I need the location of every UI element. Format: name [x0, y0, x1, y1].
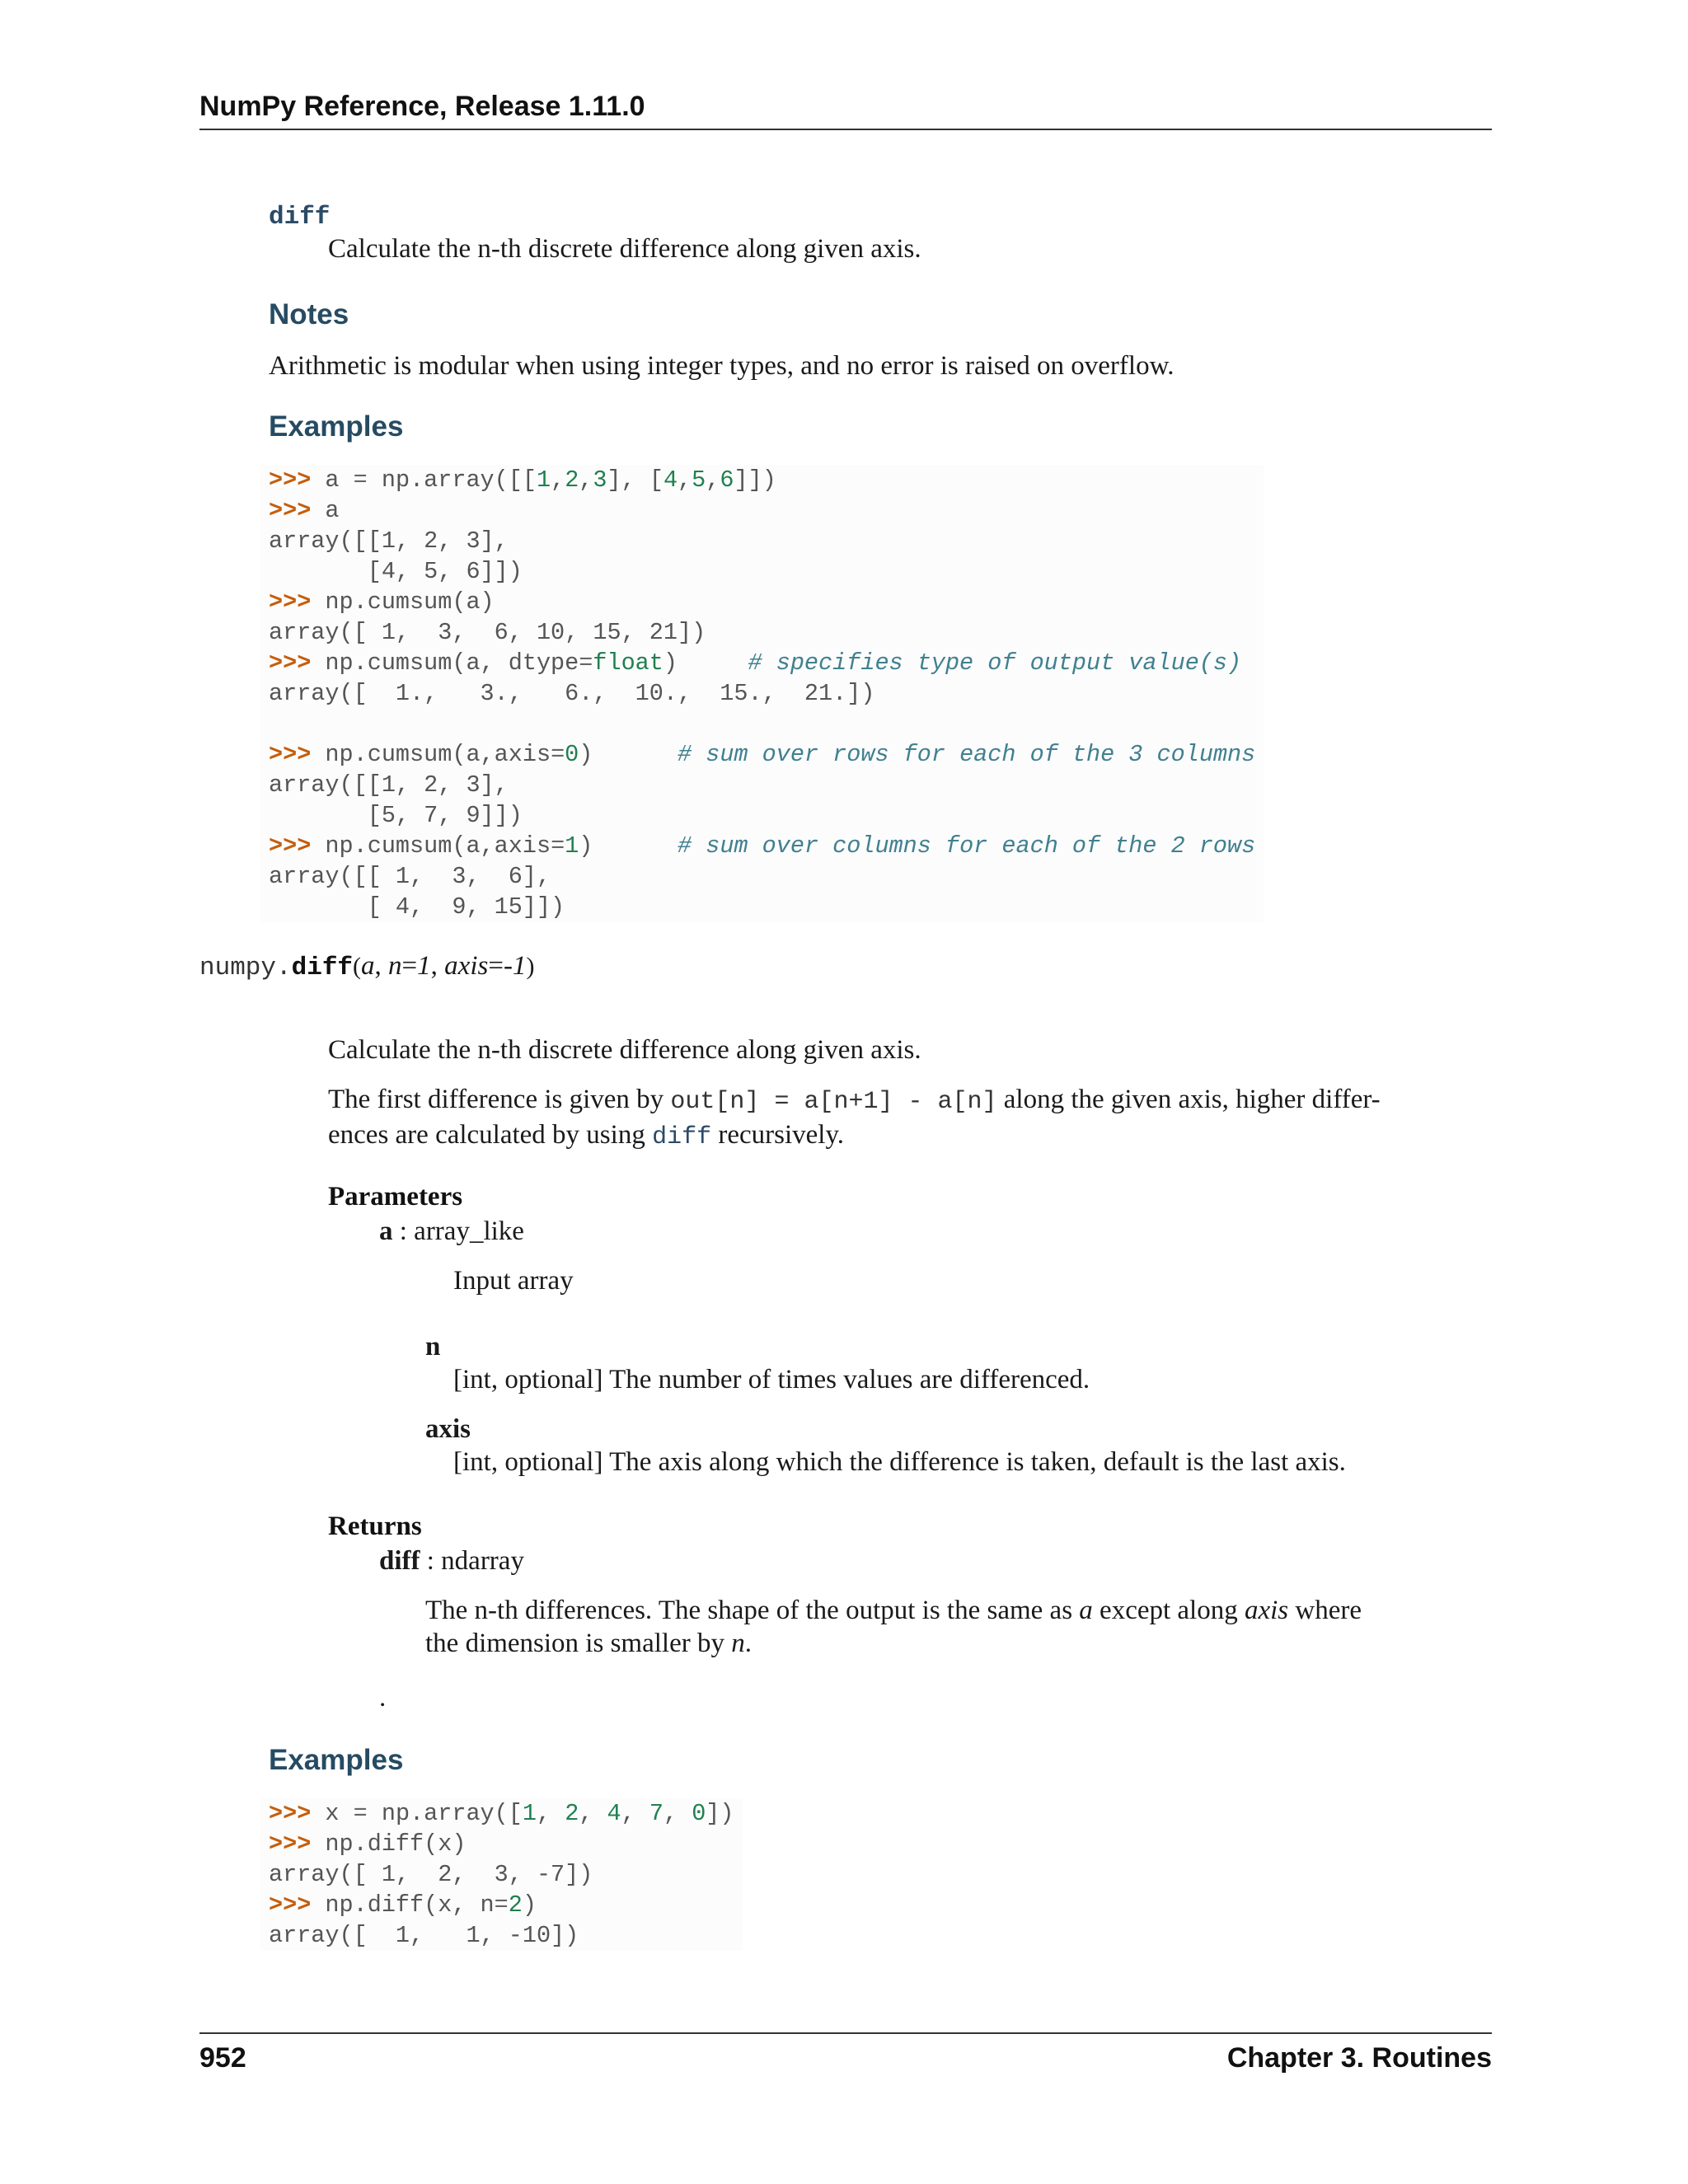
prompt: >>> [269, 1830, 312, 1858]
code-text: ) [579, 741, 678, 768]
code-text: np.array([[ [367, 466, 537, 494]
code-line [269, 1891, 537, 1919]
code-line [269, 741, 1255, 768]
param-a-type: : array_like [392, 1216, 524, 1246]
code-output: array([ 1., 3., 6., 10., 15., 21.]) [269, 680, 875, 707]
code-builtin: float [593, 649, 663, 677]
return-name: diff [379, 1546, 420, 1576]
code-number: 2 [565, 1800, 579, 1827]
param-a [379, 1215, 524, 1248]
param-n-description: [int, optional] The number of times values are differenced. [453, 1365, 1090, 1394]
code-line [269, 832, 1255, 860]
code-number: 4 [663, 466, 678, 494]
detail-text: recursively. [711, 1120, 845, 1150]
code-line [269, 649, 1241, 677]
code-operator: = [551, 832, 565, 860]
code-comment: # specifies type of output value(s) [748, 649, 1242, 677]
function-detail [328, 1083, 1449, 1154]
detail-text: The first difference is given by [328, 1085, 671, 1114]
prompt: >>> [269, 588, 312, 616]
signature-module: numpy. [199, 954, 292, 982]
header-rule [199, 129, 1492, 130]
code-output: array([[1, 2, 3], [269, 771, 509, 799]
code-number: 1 [536, 466, 551, 494]
examples-heading-diff: Examples [269, 1744, 404, 1776]
prompt: >>> [269, 1891, 312, 1919]
detail-text: along the given axis, higher differ- [996, 1085, 1381, 1114]
return-text: except along [1092, 1596, 1245, 1625]
code-text: np.cumsum(a,axis [311, 832, 551, 860]
return-description [425, 1594, 1464, 1660]
signature-close-paren: ) [526, 953, 535, 980]
signature-param-n: n [388, 951, 402, 981]
return-trailing-dot: . [379, 1683, 387, 1713]
inline-code-formula: out[n] = a[n+1] - a[n] [670, 1088, 997, 1116]
returns-title: Returns [328, 1511, 422, 1541]
code-operator: = [579, 649, 593, 677]
code-output: array([[ 1, 3, 6], [269, 863, 551, 890]
code-text: ], [ [607, 466, 663, 494]
code-text: , [579, 466, 593, 494]
code-text: , [621, 1800, 649, 1827]
code-line [269, 466, 776, 494]
code-number: 2 [565, 466, 579, 494]
code-number: 2 [508, 1891, 523, 1919]
running-header: NumPy Reference, Release 1.11.0 [199, 91, 645, 122]
code-text: np.array([ [367, 1800, 523, 1827]
chapter-title: Chapter 3. Routines [1226, 2042, 1492, 2074]
diff-link[interactable]: diff [652, 1123, 712, 1151]
code-operator: = [353, 466, 368, 494]
return-type: : ndarray [420, 1546, 524, 1576]
param-axis-name: axis [425, 1414, 471, 1444]
code-text: np.diff(x) [311, 1830, 467, 1858]
return-text: The n-th differences. The shape of the output is the same as [425, 1596, 1080, 1625]
code-line [269, 1830, 466, 1858]
code-operator: = [494, 1891, 509, 1919]
code-text: a [311, 466, 354, 494]
code-number: 1 [565, 832, 579, 860]
param-a-description: Input array [453, 1266, 574, 1296]
examples-heading-cumsum: Examples [269, 410, 404, 443]
code-number: 0 [692, 1800, 706, 1827]
detail-text: ences are calculated by using [328, 1120, 653, 1150]
code-text: , [536, 1800, 565, 1827]
code-text: a [311, 497, 340, 524]
notes-heading: Notes [269, 298, 349, 330]
code-output: array([ 1, 2, 3, -7]) [269, 1861, 593, 1888]
code-number: 6 [720, 466, 734, 494]
code-block-cumsum [260, 465, 1264, 922]
code-comment: # sum over rows for each of the 3 columns [678, 741, 1256, 768]
code-text: ]]) [734, 466, 776, 494]
code-output: array([ 1, 3, 6, 10, 15, 21]) [269, 619, 706, 646]
code-text: , [663, 1800, 692, 1827]
notes-text: Arithmetic is modular when using integer types, and no error is raised on overflow. [269, 351, 1175, 381]
return-italic-n: n [731, 1629, 745, 1658]
code-operator: = [353, 1800, 368, 1827]
code-text: , [551, 466, 565, 494]
return-text: the dimension is smaller by [425, 1629, 732, 1658]
parameters-title: Parameters [328, 1182, 463, 1212]
code-output: [4, 5, 6]]) [269, 558, 523, 585]
code-text: np.cumsum(a, dtype [311, 649, 579, 677]
return-italic-a: a [1079, 1596, 1093, 1625]
code-number: 0 [565, 741, 579, 768]
return-italic-axis: axis [1244, 1596, 1289, 1625]
return-text: . [744, 1629, 752, 1658]
code-block-diff [260, 1798, 743, 1951]
code-text: , [678, 466, 692, 494]
code-text: ) [579, 832, 678, 860]
signature-function-name: diff [291, 954, 354, 982]
code-output: [ 4, 9, 15]]) [269, 893, 565, 921]
page-number: 952 [199, 2042, 246, 2074]
code-text: np.cumsum(a) [311, 588, 495, 616]
code-text: np.diff(x, n [311, 1891, 495, 1919]
return-text: where [1288, 1596, 1362, 1625]
code-text: np.cumsum(a,axis [311, 741, 551, 768]
code-output: [5, 7, 9]]) [269, 802, 523, 829]
code-text: ]) [706, 1800, 734, 1827]
code-number: 3 [593, 466, 607, 494]
prompt: >>> [269, 832, 312, 860]
signature-default-n: 1 [417, 951, 431, 981]
code-text: x [311, 1800, 354, 1827]
return-diff [379, 1544, 524, 1577]
signature-param-a: a [361, 951, 375, 981]
code-text: ) [522, 1891, 537, 1919]
param-axis-description: [int, optional] The axis along which the difference is taken, default is the last axis. [453, 1447, 1346, 1477]
signature-param-axis: axis [444, 951, 489, 981]
code-output: array([ 1, 1, -10]) [269, 1922, 579, 1949]
see-also-diff-link[interactable]: diff [269, 203, 331, 232]
code-number: 4 [607, 1800, 621, 1827]
code-text: ) [663, 649, 748, 677]
code-number: 1 [522, 1800, 537, 1827]
code-operator: = [551, 741, 565, 768]
prompt: >>> [269, 497, 312, 524]
param-a-name: a [379, 1216, 393, 1246]
see-also-description: Calculate the n-th discrete difference along given axis. [328, 234, 921, 264]
prompt: >>> [269, 466, 312, 494]
code-output: array([[1, 2, 3], [269, 527, 509, 555]
signature-default-axis: -1 [503, 951, 527, 981]
function-signature: numpy.diff(a, n=1, axis=-1) [199, 951, 535, 982]
code-number: 7 [649, 1800, 663, 1827]
code-text: , [706, 466, 720, 494]
param-n-name: n [425, 1332, 441, 1361]
signature-open-paren: ( [353, 953, 362, 980]
code-line [269, 497, 340, 524]
code-text: , [579, 1800, 607, 1827]
prompt: >>> [269, 649, 312, 677]
code-comment: # sum over columns for each of the 2 rows [678, 832, 1256, 860]
prompt: >>> [269, 741, 312, 768]
code-line [269, 588, 495, 616]
prompt: >>> [269, 1800, 312, 1827]
footer-rule [199, 2032, 1492, 2034]
function-summary: Calculate the n-th discrete difference along given axis. [328, 1035, 921, 1065]
code-line [269, 1800, 734, 1827]
code-number: 5 [692, 466, 706, 494]
